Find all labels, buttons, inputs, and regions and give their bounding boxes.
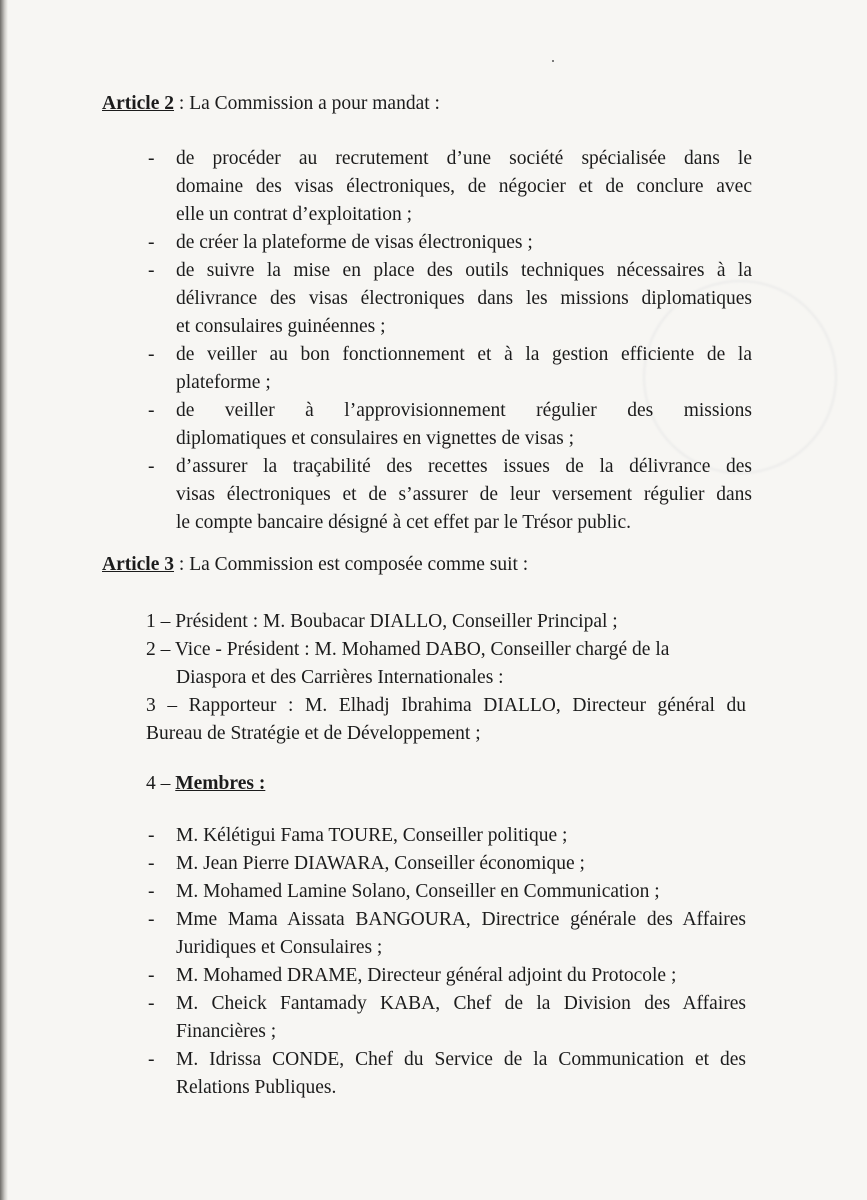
member-bullet: - [148,909,155,930]
mandate-item-line: délivrance des visas électroniques dans les missions diplomatiques [176,288,752,309]
mandate-item-line: et consulaires guinéennes ; [176,316,386,337]
member-line: Juridiques et Consulaires ; [176,937,383,958]
member-line: Financières ; [176,1021,277,1042]
paper-speck [552,60,554,62]
commission-role-line: Bureau de Stratégie et de Développement ; [146,723,481,744]
mandate-item-line: elle un contrat d’exploitation ; [176,204,413,225]
member-bullet: - [148,881,155,902]
article-3-intro: La Commission est composée comme suit : [189,554,529,575]
member-line: M. Idrissa CONDE, Chef du Service de la Communication et des [176,1049,746,1070]
member-bullet: - [148,1049,155,1070]
members-label: Membres : [175,773,266,794]
mandate-item-line: de procéder au recrutement d’une société spécialisée dans le [176,148,752,169]
members-heading: 4 – Membres : [146,773,266,794]
mandate-item-line: le compte bancaire désigné à cet effet par le Trésor public. [176,512,632,533]
member-line: Relations Publiques. [176,1077,337,1098]
member-line: M. Jean Pierre DIAWARA, Conseiller économique ; [176,853,585,874]
member-bullet: - [148,965,155,986]
member-line: M. Mohamed DRAME, Directeur général adjoint du Protocole ; [176,965,677,986]
member-bullet: - [148,993,155,1014]
article-2-label: Article 2 [102,93,175,114]
mandate-item-line: de suivre la mise en place des outils techniques nécessaires à la [176,260,752,281]
mandate-item-line: de créer la plateforme de visas électroniques ; [176,232,533,253]
member-line: M. Kélétigui Fama TOURE, Conseiller politique ; [176,825,568,846]
member-line: Mme Mama Aissata BANGOURA, Directrice générale des Affaires [176,909,746,930]
mandate-item-line: plateforme ; [176,372,271,393]
member-bullet: - [148,853,155,874]
member-line: M. Mohamed Lamine Solano, Conseiller en Communication ; [176,881,660,902]
mandate-bullet: - [148,344,155,365]
commission-role-line: 3 – Rapporteur : M. Elhadj Ibrahima DIALLO, Directeur général du [146,695,746,716]
article-2-intro: La Commission a pour mandat : [189,93,440,114]
mandate-item-line: visas électroniques et de s’assurer de leur versement régulier dans [176,484,752,505]
member-line: M. Cheick Fantamady KABA, Chef de la Division des Affaires [176,993,746,1014]
mandate-bullet: - [148,232,155,253]
mandate-bullet: - [148,456,155,477]
mandate-item-line: diplomatiques et consulaires en vignettes de visas ; [176,428,575,449]
mandate-bullet: - [148,260,155,281]
article-2-heading: Article 2 : La Commission a pour mandat : [102,93,440,114]
mandate-item-line: de veiller au bon fonctionnement et à la gestion efficiente de la [176,344,752,365]
member-bullet: - [148,825,155,846]
mandate-item-line: de veiller à l’approvisionnement régulier des missions [176,400,752,421]
mandate-bullet: - [148,148,155,169]
commission-role-line: 2 – Vice - Président : M. Mohamed DABO, Conseiller chargé de la [146,639,670,660]
mandate-item-line: domaine des visas électroniques, de négocier et de conclure avec [176,176,752,197]
article-3-heading: Article 3 : La Commission est composée comme suit : [102,554,529,575]
article-3-label: Article 3 [102,554,175,575]
mandate-bullet: - [148,400,155,421]
mandate-item-line: d’assurer la traçabilité des recettes issues de la délivrance des [176,456,752,477]
commission-role-line: 1 – Président : M. Boubacar DIALLO, Conseiller Principal ; [146,611,618,632]
page-edge-shadow [0,0,8,1200]
commission-role-line: Diaspora et des Carrières Internationales : [176,667,504,688]
